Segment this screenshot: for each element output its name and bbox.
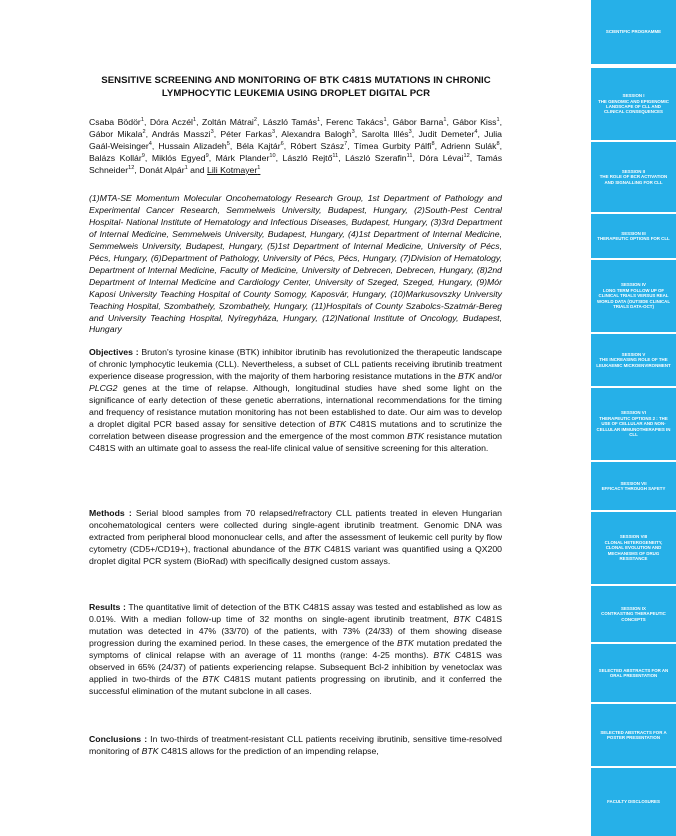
author-affiliation-mark: 1 bbox=[443, 117, 447, 124]
author-affiliation-mark: 1 bbox=[257, 164, 261, 171]
author-name: Róbert Szász bbox=[290, 140, 345, 151]
text-run: C481S mutations and to scrutinize the correlation between disease progression and the emergence of the most common bbox=[89, 418, 502, 441]
author-name: Miklós Egyed bbox=[151, 152, 206, 163]
results-text bbox=[89, 602, 502, 696]
gene-name: BTK bbox=[396, 637, 414, 648]
gene-name: BTK bbox=[329, 418, 347, 429]
author-name: Béla Kajtár bbox=[236, 140, 281, 151]
gene-name: PLCG2 bbox=[89, 382, 118, 393]
conclusions-text bbox=[89, 734, 502, 756]
abstract-title: SENSITIVE SCREENING AND MONITORING OF BTK C481S MUTATIONS IN CHRONIC LYMPHOCYTIC LEUKEMIA USING DROPLET DIGITAL PCR bbox=[101, 75, 491, 99]
author-affiliation-mark: 3 bbox=[271, 129, 276, 136]
author-name: Tamás Schneider bbox=[89, 152, 503, 175]
author-affiliation-mark: 3 bbox=[210, 129, 214, 136]
author-affiliation-mark: 1 bbox=[316, 117, 321, 124]
methods-text bbox=[89, 508, 502, 566]
author-name: Dóra Lévai bbox=[419, 152, 464, 163]
author-affiliation-mark: 9 bbox=[141, 152, 145, 159]
text-run: C481S allows for the prediction of an impending relapse, bbox=[158, 745, 379, 756]
author-name: Csaba Bödör bbox=[89, 117, 141, 127]
gene-name: BTK bbox=[453, 613, 471, 624]
sidebar-nav-item[interactable]: SESSION III THERAPEUTIC OPTIONS FOR CLL bbox=[591, 214, 676, 258]
author-name: Adrienn Sulák bbox=[440, 140, 497, 151]
gene-name: BTK bbox=[433, 649, 451, 660]
text-run: C481S variant was quantified using a QX200 droplet digital PCR system (BioRad) with specifically designed custom assays. bbox=[89, 543, 502, 566]
author-affiliation-mark: 12 bbox=[463, 152, 470, 159]
author-name: Zoltán Mátrai bbox=[202, 117, 254, 127]
conclusions-label: Conclusions : bbox=[89, 734, 148, 744]
author-name: Márk Plander bbox=[215, 152, 270, 163]
results-label: Results : bbox=[89, 602, 126, 612]
text-run: Serial blood samples from 70 relapsed/refractory CLL patients treated in eleven Hungarian oncohematological centers were collected during single-agent ibrutinib treatment. Genomic DNA was extracted from peripheral blood mononuclear cells, and after the assessment of leukemic cell purity by flow cytometry (CD5+/CD19+), fractional abundance of the bbox=[89, 508, 502, 554]
author-name: Hussain Alizadeh bbox=[158, 140, 227, 151]
author-affiliation-mark: 8 bbox=[431, 140, 435, 147]
author-name: Sarolta Illés bbox=[361, 128, 409, 139]
objectives-section bbox=[89, 347, 502, 455]
author-affiliation-mark: 1 bbox=[192, 117, 197, 124]
author-affiliation-mark: 7 bbox=[344, 140, 348, 147]
sidebar-nav-item[interactable]: SESSION VIII CLONAL HETEROGENEITY, CLONAL EVOLUTION AND MECHANISMS OF DRUG RESISTANCE bbox=[591, 512, 676, 584]
author-name: Ferenc Takács bbox=[326, 117, 384, 127]
sidebar-nav-item[interactable]: SESSION I THE GENOMIC AND EPIGENOMIC LANDSCAPE OF CLL AND CLINICAL CONSEQUENCES bbox=[591, 68, 676, 140]
gene-name: BTK bbox=[141, 745, 159, 756]
methods-section bbox=[89, 508, 502, 568]
results-section bbox=[89, 602, 502, 698]
author-list: Csaba Bödör$^1$, Dóra Aczél$^1$, Zoltán Mátrai$^2$, László Tamás$^1$, Ferenc Takács$^1$, Gábor Barna$^1$, Gábor Kiss$^1$, Gábor Mikala$^2$, András Masszi$^3$, Péter Farkas$^3$, Alexandra Balogh$^3$, Sarolta Illés$^3$, Judit Demeter$^4$, Julia Gaál-Weisinger$^4$, Hussain Alizadeh$^5$, Béla Kajtár$^6$, Róbert Szász$^7$, Tímea Gurbity Pálfi$^8$, Adrienn Sulák$^8$, Balázs Kollár$^9$, Miklós Egyed$^9$, Márk Plander$^{10}$, László Rejtő$^{11}$, László Szerafin$^{11}$, Dóra Lévai$^{12}$, Tamás Schneider$^{12}$, Donát Alpár$^1$ and Lili Kotmayer$^1$ bbox=[89, 117, 503, 175]
objectives-label: Objectives : bbox=[89, 347, 139, 357]
author-name: Alexandra Balogh bbox=[281, 128, 352, 139]
sidebar-nav-item[interactable]: SESSION II THE ROLE OF BCR ACTIVATION AND SIGNALLING FOR CLL bbox=[591, 142, 676, 212]
author-affiliation-mark: 4 bbox=[474, 129, 478, 136]
gene-name: BTK bbox=[458, 370, 475, 381]
author-affiliation-mark: 9 bbox=[205, 152, 209, 159]
sidebar-nav-item[interactable]: SCIENTIFIC PROGRAMME bbox=[591, 0, 676, 64]
author-affiliation-mark: 12 bbox=[128, 164, 135, 171]
author-affiliation-mark: 11 bbox=[406, 152, 413, 159]
author-name: Dóra Aczél bbox=[149, 117, 193, 127]
author-affiliation-mark: 3 bbox=[408, 129, 412, 136]
text-run: and/or bbox=[474, 370, 502, 381]
author-name: Tímea Gurbity Pálfi bbox=[353, 140, 432, 151]
text-run: The quantitative limit of detection of the BTK C481S assay was tested and established as low as 0.01%. With a median follow-up time of 32 months on single-agent ibrutinib treatment, bbox=[89, 602, 502, 624]
gene-name: BTK bbox=[304, 543, 321, 554]
author-name: Judit Demeter bbox=[418, 128, 475, 139]
author-name: Gábor Kiss bbox=[452, 117, 497, 127]
author-affiliation-mark: 2 bbox=[142, 129, 146, 136]
author-name: László Tamás bbox=[262, 117, 317, 127]
programme-sidebar bbox=[591, 0, 676, 836]
sidebar-nav-item[interactable]: FACULTY DISCLOSURES bbox=[591, 768, 676, 836]
author-affiliation-mark: 1 bbox=[140, 117, 144, 124]
author-affiliation-mark: 4 bbox=[148, 140, 152, 147]
author-name: Donát Alpár bbox=[139, 164, 185, 175]
sidebar-nav-item[interactable]: SESSION V THE INCREASING ROLE OF THE LEUKAEMIC MICROENVIRONMENT bbox=[591, 334, 676, 386]
author-name: Balázs Kollár bbox=[89, 152, 142, 163]
author-affiliation-mark: 1 bbox=[496, 117, 500, 124]
objectives-text bbox=[89, 347, 502, 453]
author-name: Gábor Mikala bbox=[89, 128, 143, 139]
sidebar-nav-item[interactable]: SESSION IX CONTRASTING THERAPEUTIC CONCEPTS bbox=[591, 586, 676, 642]
methods-label: Methods : bbox=[89, 508, 132, 518]
author-affiliation-mark: 10 bbox=[269, 152, 276, 159]
author-name: Julia Gaál-Weisinger bbox=[89, 128, 502, 151]
author-name: Péter Farkas bbox=[220, 128, 272, 139]
author-affiliation-mark: 11 bbox=[332, 152, 339, 159]
author-affiliation-mark: 5 bbox=[226, 140, 230, 147]
affiliations: (1)MTA-SE Momentum Molecular Oncohematology Research Group, 1st Department of Pathology and Experimental Cancer Research, Semmelweis University, Budapest, Hungary, (2)South-Pest Central Hospital- National Institute of Hematology and Infectious Diseases, Budapest, Hungary, (3)3rd Department of Internal Medicine, Semmelweis University, Budapest, Hungary, (4)1st Department of Internal Medicine, Semmelweis University, Budapest, Hungary, (5)1st Department of Internal Medicine, University of Pécs, Pécs, Hungary, (6)Department of Pathology, University of Pécs, Pécs, Hungary, (7)Division of Hematology, Department of Internal Medicine, Faculty of Medicine, University of Debrecen, Debrecen, Hungary, (8)2nd Department of Internal Medicine and Cardiology Center, University of Szeged, Szeged, Hungary, (9)Mór Kaposi University Teaching Hospital of County Somogy, Kaposvár, Hungary, (10)Markusovszky University Teaching Hospital, Szombathely, Szombathely, Hungary, (11)Hospitals of County Szabolcs-Szatmár-Bereg and University Teaching Hospital, Nyíregyháza, Hungary, (12)National Institute of Oncology, Budapest, Hungary bbox=[89, 193, 502, 335]
text-run: C481S was observed in 65% (24/37) of patients experiencing relapse. Subsequent Bcl-2 inhibition by venetoclax was applied in two-thirds of the bbox=[89, 649, 502, 684]
author-affiliation-mark: 1 bbox=[383, 117, 387, 124]
sidebar-nav-item[interactable]: SELECTED ABSTRACTS FOR A POSTER PRESENTATION bbox=[591, 704, 676, 766]
author-name: Gábor Barna bbox=[392, 117, 444, 127]
text-run: genes at the time of relapse. Although, longitudinal studies have shed some light on the significance of early detection of these genetic aberrations, international recommendations for the timing and frequency of resistance mutation monitoring has not been established to date. Our aim was to develop a droplet digital PCR based assay for sensitive detection of bbox=[89, 382, 502, 429]
author-name: András Masszi bbox=[151, 128, 211, 139]
author-affiliation-mark: 8 bbox=[496, 140, 500, 147]
text-run: resistance mutation C481S with an ultimate goal to assess the real-life clinical value of sensitive screening for this alteration. bbox=[89, 430, 502, 453]
text-run: In two-thirds of treatment-resistant CLL patients receiving ibrutinib, sensitive time-resolved monitoring of bbox=[89, 734, 503, 756]
author-name: László Rejtő bbox=[282, 152, 333, 163]
conclusions-section bbox=[89, 734, 502, 758]
gene-name: BTK bbox=[202, 673, 220, 684]
author-affiliation-mark: 3 bbox=[351, 129, 355, 136]
sidebar-nav-item[interactable]: SESSION IV LONG TERM FOLLOW UP OF CLINICAL TRIALS VERSUS REAL WORLD DATA (OUTSIDE CLINICAL TRIALS DATA-OCT) bbox=[591, 260, 676, 332]
sidebar-nav-item[interactable]: SELECTED ABSTRACTS FOR AN ORAL PRESENTATION bbox=[591, 644, 676, 702]
author-affiliation-mark: 6 bbox=[280, 140, 284, 147]
author-affiliation-mark: 2 bbox=[253, 117, 257, 124]
text-run: C481S mutation was detected in 47% (33/70) of the patients, with 73% (24/33) of them showing disease progression during the examined period. In these cases, the emergence of the bbox=[89, 613, 502, 648]
author-affiliation-mark: 1 bbox=[184, 164, 188, 171]
sidebar-nav-item[interactable]: SESSION VI THERAPEUTIC OPTIONS 2 : THE USE OF CELLULAR AND NON-CELLULAR IMMUNOTHERAPIES IN CLL bbox=[591, 388, 676, 460]
gene-name: BTK bbox=[407, 430, 425, 441]
corresponding-author-name: Lili Kotmayer$^1$ bbox=[207, 164, 261, 175]
sidebar-nav-item[interactable]: SESSION VII EFFICACY THROUGH SAFETY bbox=[591, 462, 676, 510]
text-run: mutation predated the symptoms of clinical relapse with an average of 11 months (range: 4-25 months). bbox=[89, 637, 502, 660]
author-name: László Szerafin bbox=[345, 152, 407, 163]
text-run: Bruton's tyrosine kinase (BTK) inhibitor ibrutinib has revolutionized the therapeutic landscape of chronic lymphocytic leukemia (CLL). Nevertheless, a subset of CLL patients receiving ibrutinib treatment experience disease progression, with the majority of them harboring resistance mutations in the bbox=[89, 347, 502, 381]
text-run: C481S mutant patients progressing on ibrutinib, and it conferred the successful elimination of the mutant subclone in all cases. bbox=[89, 673, 502, 696]
